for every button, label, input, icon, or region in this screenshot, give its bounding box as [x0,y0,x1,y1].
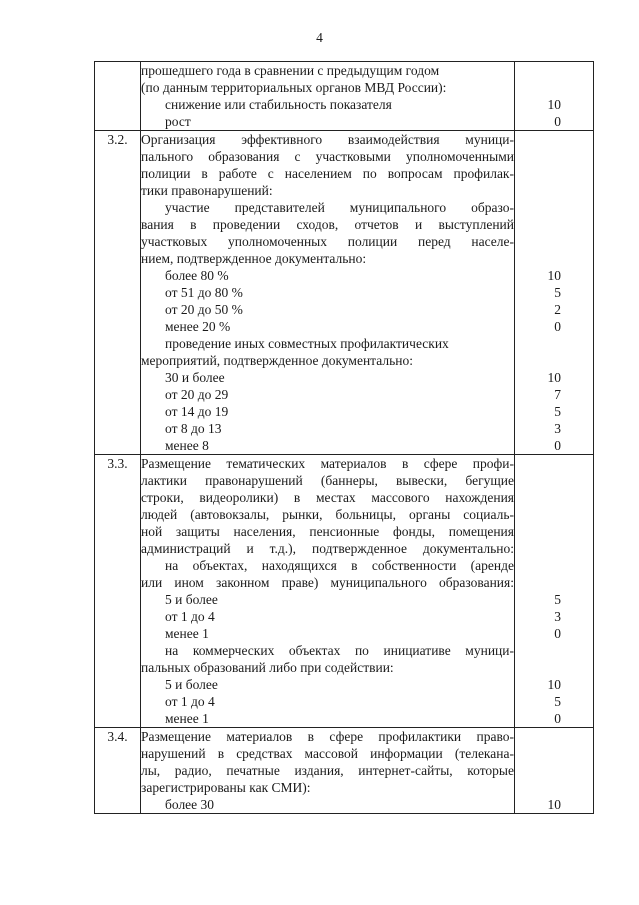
score-value [515,148,593,165]
criterion-text-line: лактики правонарушений (баннеры, вывески, бегущие [141,473,514,488]
score-value: 10 [547,370,561,385]
score-value [515,728,593,745]
score-value [515,472,593,489]
criterion-text-line: пальных образований либо при содействии: [141,660,394,675]
criterion-text-line: проведение иных совместных профилактических [165,336,449,351]
item-number-cell: 3.3. [95,455,141,728]
score-value [515,352,593,369]
score-value: 5 [554,592,561,607]
criterion-text-line: от 1 до 4 [165,694,215,709]
criterion-text-line: нарушений в средствах массовой информации (телекана- [141,746,514,761]
table-row [95,62,594,131]
score-value: 5 [554,285,561,300]
criterion-text-line: лы, радио, печатные издания, интернет-сайты, которые [141,763,514,778]
score-value [515,455,593,472]
score-value [515,642,593,659]
criterion-text-line: менее 8 [165,438,209,453]
score-cell [515,131,594,455]
score-value [515,79,593,96]
criterion-text-line: менее 1 [165,711,209,726]
criterion-text-line: от 20 до 50 % [165,302,243,317]
criterion-text-line: менее 1 [165,626,209,641]
score-cell [515,455,594,728]
criteria-table-body [95,62,594,814]
criterion-text-cell [141,728,515,814]
criterion-text-line: Размещение тематических материалов в сфере профи- [141,456,514,471]
score-value [515,335,593,352]
score-value: 0 [554,438,561,453]
criterion-text-line: Размещение материалов в сфере профилактики право- [141,729,514,744]
criterion-text-line: 30 и более [165,370,225,385]
criterion-text-line: людей (автовокзалы, рынки, больницы, органы социаль- [141,507,514,522]
score-value [515,182,593,199]
item-number-cell: 3.4. [95,728,141,814]
score-value [515,250,593,267]
score-value: 3 [554,421,561,436]
score-value [515,540,593,557]
score-value [515,233,593,250]
score-value: 5 [554,694,561,709]
score-value: 10 [547,97,561,112]
criterion-text-line: прошедшего года в сравнении с предыдущим годом [141,63,440,78]
criterion-text-line: от 51 до 80 % [165,285,243,300]
criterion-text-line: зарегистрированы как СМИ): [141,780,311,795]
score-value: 10 [547,677,561,692]
score-value: 0 [554,114,561,129]
score-value: 0 [554,319,561,334]
criterion-text-line: участие представителей муниципального образо- [165,200,514,215]
criterion-text-line: от 1 до 4 [165,609,215,624]
score-value: 3 [554,609,561,624]
criterion-text-line: на объектах, находящихся в собственности (аренде [165,558,514,573]
score-value: 2 [554,302,561,317]
score-value [515,523,593,540]
criterion-text-line: строки, видеоролики) в местах массового нахождения [141,490,514,505]
score-value: 5 [554,404,561,419]
score-value [515,574,593,591]
criterion-text-line: мероприятий, подтвержденное документально: [141,353,413,368]
criteria-table [94,61,594,814]
criterion-text-line: рост [165,114,191,129]
criterion-text-line: Организация эффективного взаимодействия муници- [141,132,514,147]
table-row [95,131,594,455]
criterion-text-line: на коммерческих объектах по инициативе муници- [165,643,514,658]
score-value: 10 [547,268,561,283]
criterion-text-line: вания в проведении сходов, отчетов и выступлений [141,217,514,232]
criterion-text-line: 5 и более [165,677,218,692]
criterion-text-cell [141,131,515,455]
score-cell [515,62,594,131]
criterion-text-line: или ином законном праве) муниципального образования: [141,575,514,590]
criterion-text-cell [141,62,515,131]
criterion-text-line: снижение или стабильность показателя [165,97,392,112]
criterion-text-line: более 80 % [165,268,229,283]
criterion-text-cell [141,455,515,728]
score-value [515,659,593,676]
criterion-text-line: участковых уполномоченных полиции перед населе- [141,234,514,249]
criterion-text-line: администраций и т.д.), подтвержденное документально: [141,541,514,556]
score-value [515,557,593,574]
criterion-text-line: от 20 до 29 [165,387,229,402]
criterion-text-line: от 8 до 13 [165,421,222,436]
criterion-text-line: тики правонарушений: [141,183,273,198]
item-number-cell: 3.2. [95,131,141,455]
score-value [515,745,593,762]
score-value: 0 [554,711,561,726]
page-number: 4 [316,30,323,45]
criterion-text-line: ной защиты населения, пенсионные фонды, помещения [141,524,514,539]
criterion-text-line: полиции в работе с населением по вопросам профилак- [141,166,514,181]
criterion-text-line: более 30 [165,797,215,812]
score-cell [515,728,594,814]
table-row [95,728,594,814]
score-value [515,199,593,216]
score-value [515,489,593,506]
score-value: 7 [554,387,561,402]
criterion-text-line: от 14 до 19 [165,404,229,419]
score-value [515,779,593,796]
criterion-text-line: нием, подтвержденное документально: [141,251,367,266]
score-value [515,216,593,233]
criterion-text-line: менее 20 % [165,319,231,334]
score-value [515,165,593,182]
table-row [95,455,594,728]
score-value [515,62,593,79]
score-value [515,131,593,148]
criterion-text-line: (по данным территориальных органов МВД России): [141,80,447,95]
score-value [515,762,593,779]
score-value [515,506,593,523]
criterion-text-line: пального образования с участковыми уполномоченными [141,149,514,164]
item-number-cell [95,62,141,131]
score-value: 0 [554,626,561,641]
score-value: 10 [547,797,561,812]
criterion-text-line: 5 и более [165,592,218,607]
